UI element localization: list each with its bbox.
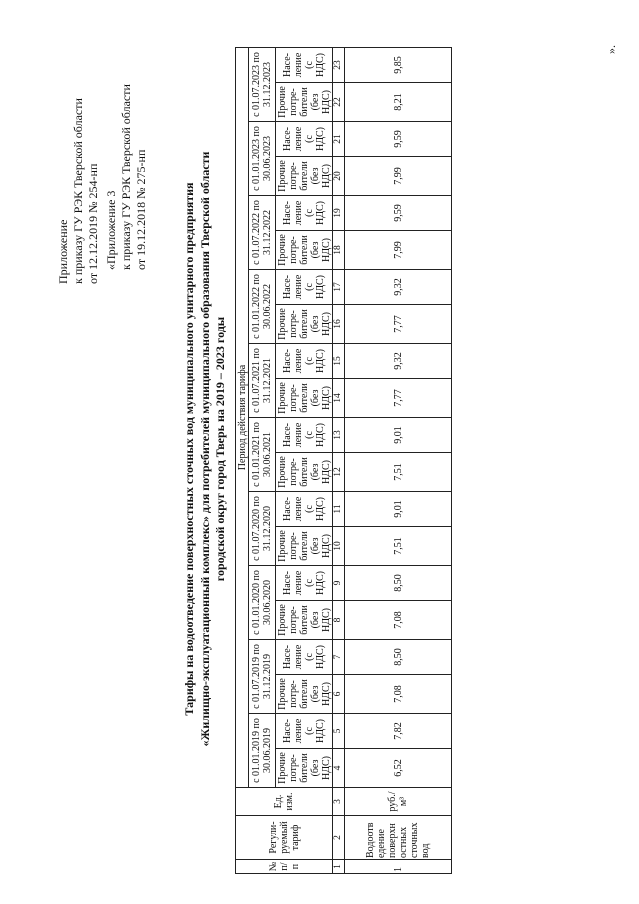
consumer-population-header: Насе-ление (с НДС) <box>276 196 333 231</box>
row-unit: руб./м³ <box>345 788 452 816</box>
column-number: 19 <box>333 196 345 231</box>
period-range-row <box>249 48 276 874</box>
tariff-value: 9,01 <box>345 492 452 527</box>
column-number: 9 <box>333 566 345 601</box>
tariff-value: 6,52 <box>345 749 452 788</box>
tariff-value: 7,77 <box>345 379 452 418</box>
period-header-row <box>236 48 249 874</box>
tariff-value: 7,08 <box>345 601 452 640</box>
tariff-value: 9,32 <box>345 344 452 379</box>
column-number: 17 <box>333 270 345 305</box>
consumer-population-header: Насе-ление (с НДС) <box>276 566 333 601</box>
consumer-population-header: Насе-ление (с НДС) <box>276 270 333 305</box>
tariff-value: 9,85 <box>345 48 452 83</box>
period-range: с 01.07.2022 по 31.12.2022 <box>249 196 276 270</box>
column-number: 1 <box>333 860 345 874</box>
table-row <box>345 48 452 874</box>
consumer-row <box>276 48 333 874</box>
period-range: с 01.01.2020 по 30.06.2020 <box>249 566 276 640</box>
consumer-other-header: Прочие потре-бители (без НДС) <box>276 157 333 196</box>
row-tariff: Водоотв едение поверхн остных сточных вод <box>345 816 452 860</box>
column-number: 11 <box>333 492 345 527</box>
tariff-value: 7,51 <box>345 453 452 492</box>
column-number: 12 <box>333 453 345 492</box>
tariff-value: 8,50 <box>345 566 452 601</box>
column-number: 8 <box>333 601 345 640</box>
period-range: с 01.01.2019 по 30.06.2019 <box>249 714 276 788</box>
period-range: с 01.01.2021 по 30.06.2021 <box>249 418 276 492</box>
consumer-population-header: Насе-ление (с НДС) <box>276 714 333 749</box>
period-range: с 01.07.2023 по 31.12.2023 <box>249 48 276 122</box>
column-number: 21 <box>333 122 345 157</box>
consumer-other-header: Прочие потре-бители (без НДС) <box>276 379 333 418</box>
column-number: 13 <box>333 418 345 453</box>
period-range: с 01.01.2022 по 30.06.2022 <box>249 270 276 344</box>
consumer-population-header: Насе-ление (с НДС) <box>276 640 333 675</box>
consumer-population-header: Насе-ление (с НДС) <box>276 344 333 379</box>
column-number: 22 <box>333 83 345 122</box>
closing-quote: ». <box>604 45 618 54</box>
consumer-other-header: Прочие потре-бители (без НДС) <box>276 231 333 270</box>
tariff-value: 7,82 <box>345 714 452 749</box>
consumer-other-header: Прочие потре-бители (без НДС) <box>276 83 333 122</box>
period-range: с 01.07.2019 по 31.12.2019 <box>249 640 276 714</box>
consumer-population-header: Насе-ление (с НДС) <box>276 122 333 157</box>
period-range: с 01.07.2020 по 31.12.2020 <box>249 492 276 566</box>
tariff-value: 7,99 <box>345 157 452 196</box>
consumer-other-header: Прочие потре-бители (без НДС) <box>276 601 333 640</box>
tariff-value: 7,51 <box>345 527 452 566</box>
tariff-value: 8,50 <box>345 640 452 675</box>
document-title: Тарифы на водоотведение поверхностных сточных вод муниципального унитарного предприятия «Жилищно-эксплуатационный комплекс» для потребителей муниципального образования Тверской области городской округ город Тверь на 2019 – 2023 годы <box>182 151 227 747</box>
column-number: 4 <box>333 749 345 788</box>
column-number: 16 <box>333 305 345 344</box>
tariff-table <box>235 47 452 874</box>
column-number: 7 <box>333 640 345 675</box>
period-range: с 01.07.2021 по 31.12.2021 <box>249 344 276 418</box>
tariff-value: 9,59 <box>345 122 452 157</box>
tariff-value: 7,99 <box>345 231 452 270</box>
column-number-row <box>333 48 345 874</box>
column-number: 14 <box>333 379 345 418</box>
consumer-other-header: Прочие потре-бители (без НДС) <box>276 675 333 714</box>
period-range: с 01.01.2023 по 30.06.2023 <box>249 122 276 196</box>
tariff-value: 9,01 <box>345 418 452 453</box>
consumer-other-header: Прочие потре-бители (без НДС) <box>276 527 333 566</box>
column-number: 5 <box>333 714 345 749</box>
consumer-population-header: Насе-ление (с НДС) <box>276 48 333 83</box>
consumer-other-header: Прочие потре-бители (без НДС) <box>276 453 333 492</box>
appendix-3-header: «Приложение 3 к приказу ГУ РЭК Тверской области от 19.12.2018 № 275-нп <box>104 84 148 270</box>
column-number: 15 <box>333 344 345 379</box>
tariff-value: 8,21 <box>345 83 452 122</box>
col-tariff-header: Регули-руемый тариф <box>236 816 333 860</box>
consumer-other-header: Прочие потре-бители (без НДС) <box>276 305 333 344</box>
tariff-value: 7,77 <box>345 305 452 344</box>
consumer-population-header: Насе-ление (с НДС) <box>276 418 333 453</box>
column-number: 2 <box>333 816 345 860</box>
consumer-other-header: Прочие потре-бители (без НДС) <box>276 749 333 788</box>
column-number: 18 <box>333 231 345 270</box>
period-header: Период действия тарифа <box>236 48 249 788</box>
appendix-header: Приложение к приказу ГУ РЭК Тверской области от 12.12.2019 № 254-нп <box>56 98 100 284</box>
col-no-header: № п/п <box>236 860 333 874</box>
tariff-value: 7,08 <box>345 675 452 714</box>
column-number: 3 <box>333 788 345 816</box>
column-number: 10 <box>333 527 345 566</box>
tariff-value: 9,32 <box>345 270 452 305</box>
row-no: 1 <box>345 860 452 874</box>
column-number: 23 <box>333 48 345 83</box>
tariff-value: 9,59 <box>345 196 452 231</box>
column-number: 6 <box>333 675 345 714</box>
consumer-population-header: Насе-ление (с НДС) <box>276 492 333 527</box>
col-unit-header: Ед. изм. <box>236 788 333 816</box>
column-number: 20 <box>333 157 345 196</box>
